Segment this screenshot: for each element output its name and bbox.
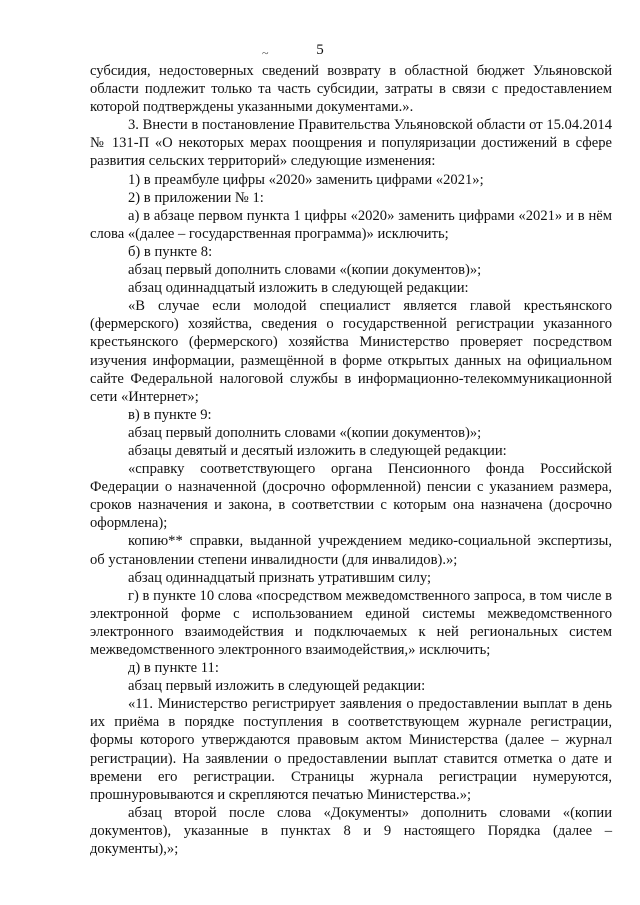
paragraph: г) в пункте 10 слова «посредством межведомственного запроса, в том числе в электронной форме с использованием единой системы межведомственного электронного взаимодействия и подключаемых к ней региональных систем межведомственного электронного взаимодействия,» исключить; (90, 587, 612, 658)
document-body (90, 62, 612, 858)
paragraph: 2) в приложении № 1: (128, 189, 264, 206)
paragraph: абзацы девятый и десятый изложить в следующей редакции: (128, 442, 507, 459)
paragraph: «11. Министерство регистрирует заявления о предоставлении выплат в день их приёма в порядке поступления в соответствующем журнале регистрации, формы которого утверждаются правовым актом Министерства (далее – журнал регистрации). На заявлении о предоставлении выплат ставится отметка о дате и времени его регистрации. Страницы журнала регистрации нумеруются, прошнуровываются и скрепляются печатью Министерства.»; (90, 696, 612, 803)
paragraph: абзац первый дополнить словами «(копии документов)»; (128, 424, 482, 441)
paragraph: абзац первый изложить в следующей редакции: (128, 678, 426, 695)
paragraph: абзац одиннадцатый изложить в следующей редакции: (128, 280, 469, 297)
paragraph: «В случае если молодой специалист является главой крестьянского (фермерского) хозяйства, сведения о государственной регистрации указанного крестьянского (фермерского) хозяйства Министерство проверяет посредством изучения информации, размещённой в форме открытых данных на официальном сайте Федеральной налоговой службы в информационно-телекоммуникационной сети «Интернет»; (90, 298, 612, 405)
paragraph: абзац первый дополнить словами «(копии документов)»; (128, 262, 482, 279)
paragraph: в) в пункте 9: (128, 406, 212, 423)
paragraph: б) в пункте 8: (128, 243, 213, 260)
paragraph: копию** справки, выданной учреждением медико-социальной экспертизы, об установлении степени инвалидности (для инвалидов).»; (90, 533, 612, 568)
paragraph: «справку соответствующего органа Пенсионного фонда Российской Федерации о назначенной (досрочно оформленной) пенсии с указанием размера, сроков назначения и закона, в соответствии с которым она назначена (досрочно оформлена); (90, 461, 612, 532)
paragraph: а) в абзаце первом пункта 1 цифры «2020» заменить цифрами «2021» и в нём слова «(далее – государственная программа)» исключить; (90, 207, 612, 242)
paragraph: субсидия, недостоверных сведений возврату в областной бюджет Ульяновской области подлежит только та часть субсидии, затраты в связи с предоставлением которой подтверждены указанными документами.». (90, 63, 612, 116)
paragraph: 1) в преамбуле цифры «2020» заменить цифрами «2021»; (128, 171, 484, 188)
page-number: 5 (316, 42, 324, 58)
paragraph: 3. Внести в постановление Правительства Ульяновской области от 15.04.2014 № 131-П «О некоторых мерах поощрения и популяризации достижений в сфере развития сельских территорий» следующие изменения: (90, 117, 612, 170)
scan-mark: ~ (262, 46, 269, 60)
paragraph: абзац второй после слова «Документы» дополнить словами «(копии документов), указанные в пунктах 8 и 9 настоящего Порядка (далее – документы),»; (90, 804, 612, 858)
paragraph: д) в пункте 11: (128, 660, 219, 677)
paragraph: абзац одиннадцатый признать утратившим силу; (128, 569, 432, 586)
